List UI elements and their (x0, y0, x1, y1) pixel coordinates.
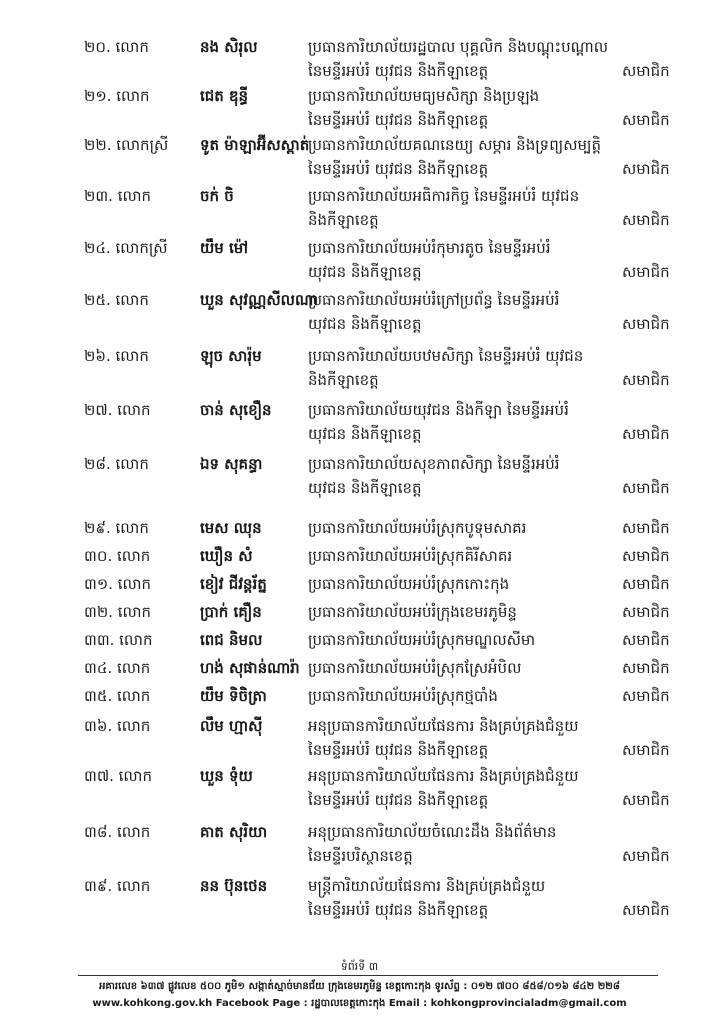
position-line-2: នៃមន្ទីរអប់រំ យុវជន និងកីឡាខេត្ត (308, 791, 489, 809)
position-line-2: យុវជន និងកីឡាខេត្ត (308, 425, 422, 443)
member-name: យឹម ទិចិត្រា (200, 687, 267, 705)
entry-number: ២៣. លោក (84, 187, 152, 205)
member-name: នង សិរុល (200, 38, 258, 56)
member-role: សមាជិក (622, 425, 670, 443)
entry-number: ៣៩. លោក (84, 877, 151, 895)
position-line-2: នៃមន្ទីរអប់រំ យុវជន និងកីឡាខេត្ត (308, 160, 489, 178)
position-line-2: នៃមន្ទីរអប់រំ យុវជន និងកីឡាខេត្ត (308, 111, 489, 129)
footer-address: អគារលេខ ៦៣៧ ផ្លូវលេខ ៥០០ ភូមិ១ សង្កាត់ស្មាច់មានជ័យ ក្រុងខេមរភូមិន្ទ ខេត្តកោះកុង ទូរស័ព្ទ : ០១២ ៧០០ ៨៥៨/០១៦ ៨៤២ ២២៨ (99, 981, 620, 992)
position-line-1: ប្រធានការិយាល័យយុវជន និងកីឡា នៃមន្ទីរអប់រំ (308, 401, 569, 419)
page-number: ទំព័រទី ៣ (340, 960, 379, 973)
entry-number: ២៧. លោក (84, 401, 151, 419)
member-name: ឡុច សារ៉ុម (200, 347, 262, 365)
entry-number: ២៥. លោក (84, 291, 149, 309)
position-line-2: នៃមន្ទីរអប់រំ យុវជន និងកីឡាខេត្ត (308, 741, 489, 759)
entry-number: ៣៧. លោក (84, 767, 152, 785)
position-line-2: នៃមន្ទីរអប់រំ យុវជន និងកីឡាខេត្ត (308, 62, 489, 80)
position-line-1: ប្រធានការិយាល័យអប់រំស្រុកគិរីសាគរ (308, 547, 513, 565)
position-line-2: យុវជន និងកីឡាខេត្ត (308, 479, 422, 497)
member-name: ខៀវ ជីវន្តរ័ត្ន (200, 575, 267, 593)
entry-number: ៣៦. លោក (84, 717, 151, 735)
entry-number: ៣៥. លោក (84, 687, 151, 705)
entry-number: ២១. លោក (84, 87, 150, 105)
position-line-1: ប្រធានការិយាល័យអប់រំស្រុកបូទុមសាគរ (308, 519, 527, 537)
entry-number: ២០. លោក (84, 38, 149, 56)
position-line-1: មន្ត្រីការិយាល័យផែនការ និងគ្រប់គ្រងជំនួយ (308, 877, 546, 895)
position-line-1: ប្រធានការិយាល័យសុខភាពសិក្សា នៃមន្ទីរអប់រំ (308, 455, 560, 473)
member-role: សមាជិក (622, 847, 670, 865)
position-line-2: និងកីឡាខេត្ត (308, 371, 379, 389)
member-role: សមាជិក (622, 111, 670, 129)
member-name: លឹម ហ្មាស៊ី (200, 717, 263, 735)
member-name: នន ប៊ុនថេន (200, 877, 268, 895)
entry-number: ២៦. លោក (84, 347, 149, 365)
position-line-1: ប្រធានការិយាល័យអប់រំស្រុកកោះកុង (308, 575, 510, 593)
member-role: សមាជិក (622, 62, 670, 80)
entry-number: ៣៤. លោក (84, 659, 151, 677)
member-name: ឯទ សុគន្ធា (200, 455, 263, 473)
position-line-1: អនុប្រធានការិយាល័យចំណេះដឹង និងព័ត៌មាន (308, 823, 557, 841)
member-role: សមាជិក (622, 479, 670, 497)
position-line-1: អនុប្រធានការិយាល័យផែនការ និងគ្រប់គ្រងជំនួយ (308, 767, 579, 785)
member-role: សមាជិក (622, 741, 670, 759)
position-line-1: ប្រធានការិយាល័យមធ្យមសិក្សា និងប្រឡង (308, 87, 540, 105)
entry-number: ២២. លោកស្រី (84, 136, 169, 154)
member-name: ទូត ម៉ាឡាអ៊ីសស្ពាត់ (200, 136, 310, 154)
member-name: ពេជ និមល (200, 631, 263, 649)
member-role: សមាជិក (622, 519, 670, 537)
entry-number: ៣១. លោក (84, 575, 152, 593)
position-line-2: នៃមន្ទីរអប់រំ យុវជន និងកីឡាខេត្ត (308, 901, 489, 919)
member-name: ចាន់ សុខឿន (200, 401, 272, 419)
member-name: មេស ឈុន (200, 519, 262, 537)
member-role: សមាជិក (622, 315, 670, 333)
position-line-1: ប្រធានការិយាល័យរដ្ឋបាល បុគ្គលិក និងបណ្តុះបណ្តាល (308, 38, 609, 56)
position-line-1: ប្រធានការិយាល័យអប់រំស្រុកថ្មបាំង (308, 687, 498, 705)
member-name: គាត សុរិយា (200, 823, 268, 841)
member-role: សមាជិក (622, 371, 670, 389)
member-role: សមាជិក (622, 575, 670, 593)
entry-number: ២៤. លោកស្រី (84, 239, 168, 257)
member-name: ហង់ សុផាន់ណារ៉ា (200, 659, 300, 677)
entry-number: ២៨. លោក (84, 455, 149, 473)
position-line-2: យុវជន និងកីឡាខេត្ត (308, 315, 422, 333)
position-line-2: នៃមន្ទីរបរិស្ថានខេត្ត (308, 847, 413, 865)
member-role: សមាជិក (622, 631, 670, 649)
member-role: សមាជិក (622, 603, 670, 621)
member-role: សមាជិក (622, 687, 670, 705)
member-name: ឃួន សុវណ្ណសីលណា (200, 291, 319, 309)
position-line-1: ប្រធានការិយាល័យគណនេយ្យ សម្ភារ និងទ្រព្យសម្បត្តិ (308, 136, 601, 154)
member-name: យឹម ម៉ៅ (200, 239, 249, 257)
member-name: ជេត ឌុន្ធី (200, 87, 249, 105)
entry-number: ៣២. លោក (84, 603, 152, 621)
position-line-1: ប្រធានការិយាល័យបឋមសិក្សា នៃមន្ទីរអប់រំ យុវជន (308, 347, 584, 365)
entry-number: ៣០. លោក (84, 547, 151, 565)
position-line-1: អនុប្រធានការិយាល័យផែនការ និងគ្រប់គ្រងជំនួយ (308, 717, 579, 735)
position-line-1: ប្រធានការិយាល័យអប់រំស្រុកស្រែអំបិល (308, 659, 522, 677)
member-role: សមាជិក (622, 263, 670, 281)
member-name: ប្រាក់ គឿន (200, 603, 262, 621)
member-role: សមាជិក (622, 791, 670, 809)
position-line-1: ប្រធានការិយាល័យអប់រំស្រុកមណ្ឌលសីមា (308, 631, 536, 649)
member-role: សមាជិក (622, 160, 670, 178)
member-role: សមាជិក (622, 211, 670, 229)
footer-divider (78, 975, 658, 976)
position-line-1: ប្រធានការិយាល័យអប់រំក្រៅប្រព័ន្ធ នៃមន្ទីរអប់រំ (308, 291, 560, 309)
entry-number: ២៩. លោក (84, 519, 149, 537)
entry-number: ៣៨. លោក (84, 823, 151, 841)
member-role: សមាជិក (622, 659, 670, 677)
entry-number: ៣៣. លោក (84, 631, 153, 649)
footer-contacts: www.kohkong.gov.kh Facebook Page : រដ្ឋបាលខេត្តកោះកុង Email : kohkongprovincialadm@gmail.com (92, 998, 627, 1009)
position-line-2: យុវជន និងកីឡាខេត្ត (308, 263, 422, 281)
position-line-1: ប្រធានការិយាល័យអប់រំក្រុងខេមរភូមិន្ទ (308, 603, 517, 621)
member-name: ចក់ ចិ (200, 187, 234, 205)
member-role: សមាជិក (622, 547, 670, 565)
position-line-1: ប្រធានការិយាល័យអធិការកិច្ច នៃមន្ទីរអប់រំ យុវជន (308, 187, 580, 205)
member-name: ឃឿន សំ (200, 547, 253, 565)
member-role: សមាជិក (622, 901, 670, 919)
member-name: ឃួន ទុំយ (200, 767, 253, 785)
position-line-1: ប្រធានការិយាល័យអប់រំកុមារតូច នៃមន្ទីរអប់រំ (308, 239, 551, 257)
position-line-2: និងកីឡាខេត្ត (308, 211, 379, 229)
